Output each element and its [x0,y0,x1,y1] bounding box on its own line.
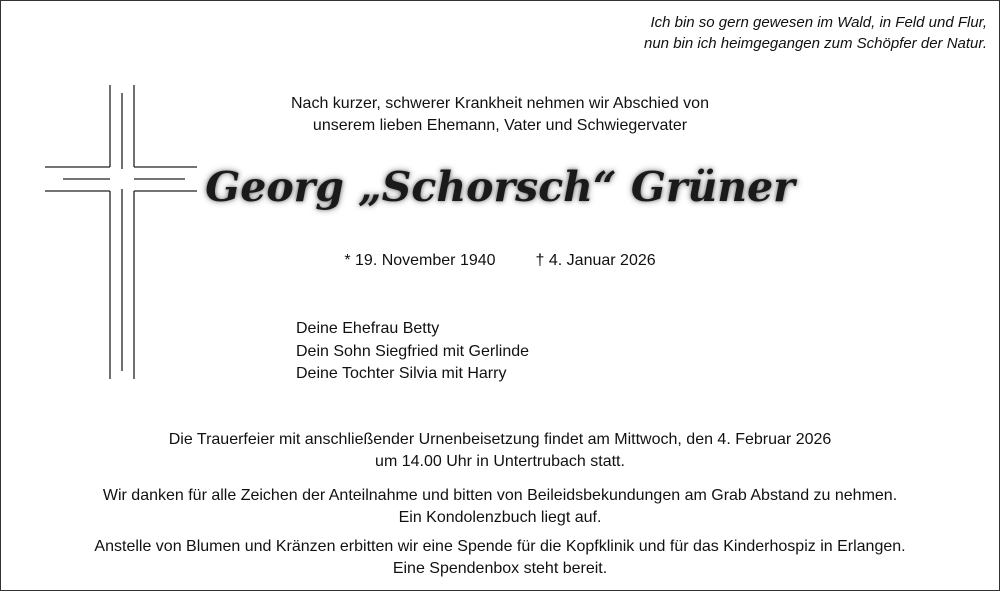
life-dates [1,250,999,272]
mourners-list [296,318,529,386]
donation-line-1: Anstelle von Blumen und Kränzen erbitten wir eine Spende für die Kopfklinik und für das Kinderhospiz in Erlangen. [94,538,906,555]
thanks-line-2: Ein Kondolenzbuch liegt auf. [398,509,602,526]
death-date: † 4. Januar 2026 [535,252,656,269]
intro-line-2: unserem lieben Ehemann, Vater und Schwiegervater [312,117,688,134]
donation-line-2: Eine Spendenbox steht bereit. [392,560,608,577]
motto-line-1: Ich bin so gern gewesen im Wald, in Feld und Flur, [650,14,987,31]
intro-text [1,93,999,137]
funeral-ceremony-info [1,429,999,473]
mourner-3: Deine Tochter Silvia mit Harry [296,365,507,382]
thanks-note [1,485,999,529]
motto-line-2: nun bin ich heimgegangen zum Schöpfer der Natur. [644,35,987,52]
motto-verse [644,12,987,54]
birth-date: * 19. November 1940 [344,252,496,269]
mourner-2: Dein Sohn Siegfried mit Gerlinde [296,342,530,360]
intro-line-1: Nach kurzer, schwerer Krankheit nehmen wir Abschied von [291,95,709,112]
ceremony-line-1: Die Trauerfeier mit anschließender Urnenbeisetzung findet am Mittwoch, den 4. Februar 2026 [168,431,832,448]
ceremony-line-2: um 14.00 Uhr in Untertrubach statt. [375,453,625,470]
deceased-name: Georg „Schorsch“ Grüner [205,163,795,211]
thanks-line-1: Wir danken für alle Zeichen der Anteilnahme und bitten von Beileidsbekundungen am Grab Abstand zu nehmen. [102,487,898,504]
mourner-1: Deine Ehefrau Betty [296,320,440,337]
donation-note [1,536,999,580]
